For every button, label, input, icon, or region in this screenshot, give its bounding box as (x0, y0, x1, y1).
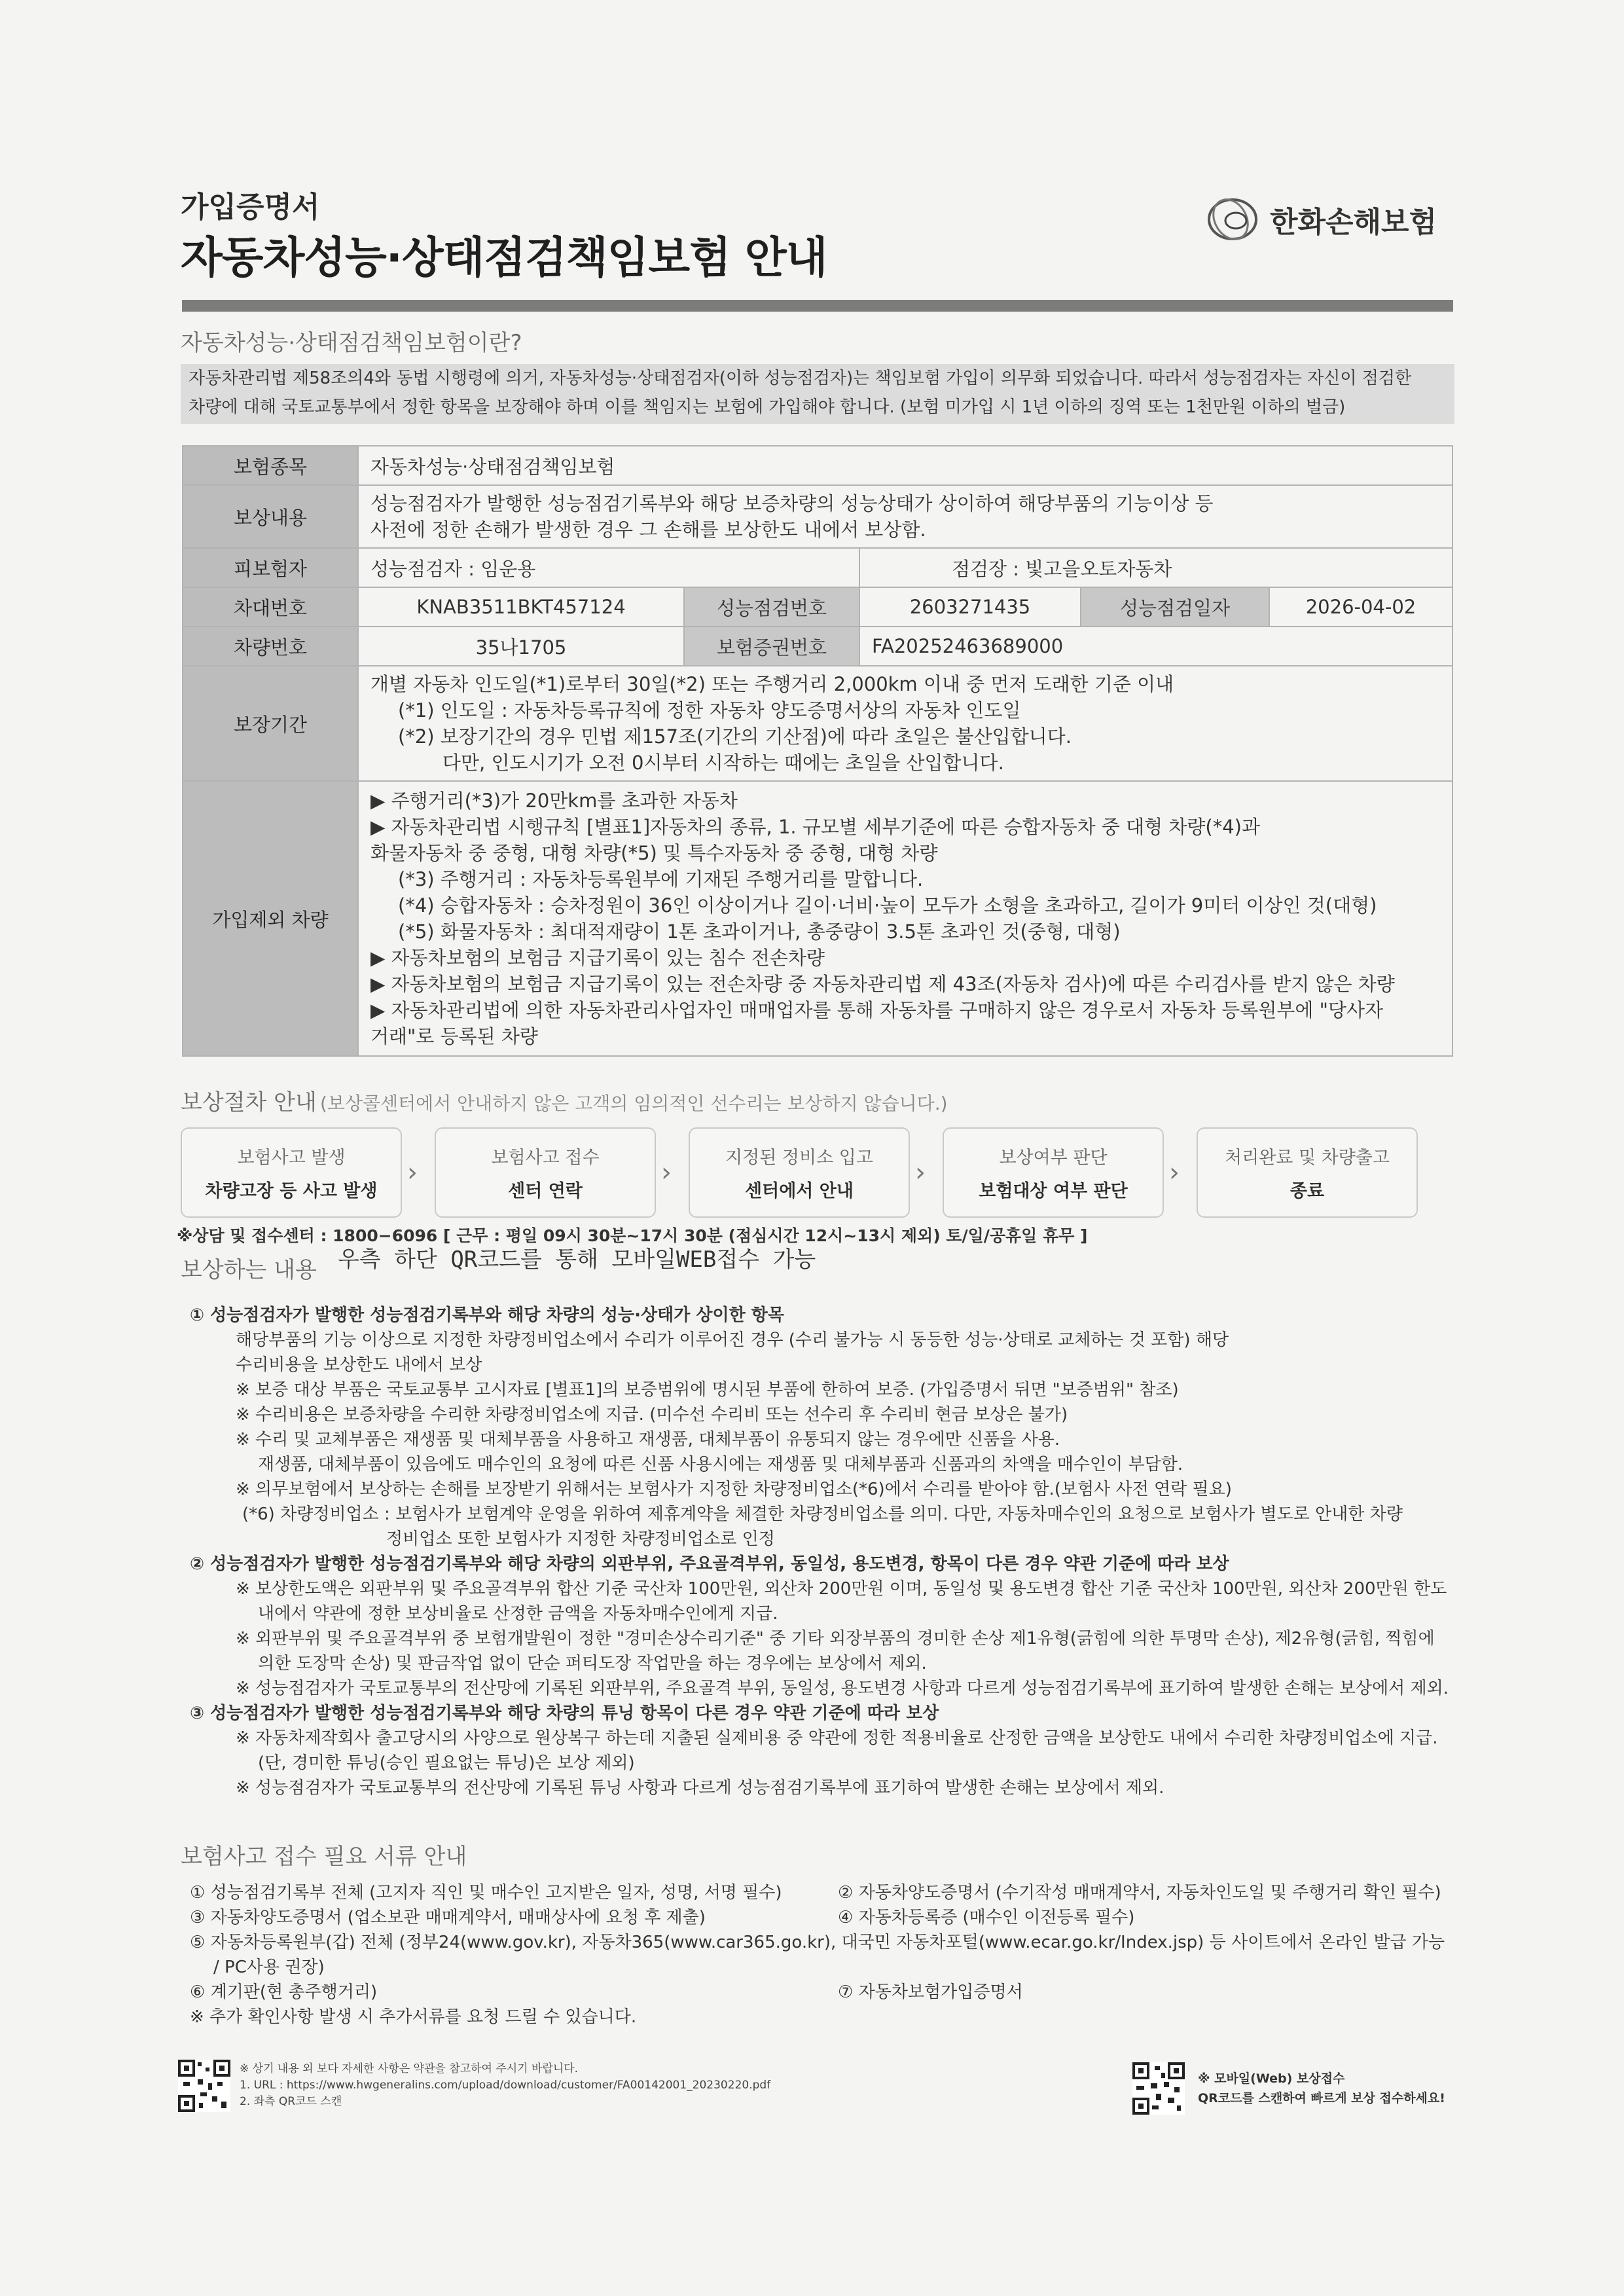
procedure-step (689, 1127, 910, 1218)
doc-item: ④ 자동차등록증 (매수인 이전등록 필수) (838, 1908, 1135, 1927)
vin-value: KNAB3511BKT457124 (358, 587, 684, 627)
intro-line: 자동차관리법 제58조의4와 동법 시행령에 의거, 자동차성능·상태점검자(이하 성능점검자)는 책임보험 가입이 의무화 되었습니다. 따라서 성능점검자는 자신이 점검한 (189, 369, 1412, 388)
exclusion-line: ▶ 자동차보험의 보험금 지급기록이 있는 전손차량 중 자동차관리법 제 43조(자동차 검사)에 따른 수리검사를 받지 않은 차량 (370, 973, 1395, 995)
plate-value: 35나1705 (358, 627, 684, 666)
comp-note: (*6) 차량정비업소 : 보험사가 보험계약 운영을 위하여 제휴계약을 체결한 차량정비업소를 의미. 다만, 자동차매수인의 요청으로 보험사가 별도로 안내한 차량 (242, 1504, 1403, 1524)
comp-note: ※ 의무보험에서 보상하는 손해를 보장받기 위해서는 보험사가 지정한 차량정비업소(*6)에서 수리를 받아야 함.(보험사 사전 연락 필요) (236, 1480, 1232, 1499)
exclusion-line: ▶ 주행거리(*3)가 20만km를 초과한 자동차 (370, 790, 738, 812)
comp-note: 정비업소 또한 보험사가 지정한 차량정비업소로 인정 (386, 1529, 775, 1549)
exclusion-line: (*5) 화물자동차 : 최대적재량이 1톤 초과이거나, 총중량이 3.5톤 초과인 것(중형, 대형) (398, 920, 1121, 943)
documents-list (190, 1880, 1453, 2030)
document-title: 자동차성능·상태점검책임보험 안내 (181, 232, 827, 283)
comp-note: ※ 수리 및 교체부품은 재생품 및 대체부품을 사용하고 재생품, 대체부품이 유통되지 않는 경우에만 신품을 사용. (236, 1430, 1060, 1449)
coverage-line: 성능점검자가 발행한 성능점검기록부와 해당 보증차량의 성능상태가 상이하여 해당부품의 기능이상 등 (370, 492, 1214, 515)
document-subtitle: 가입증명서 (181, 191, 320, 224)
footer-url[interactable]: 1. URL : https://www.hwgeneralins.com/upload/download/customer/FA00142001_20230220.pdf (240, 2079, 771, 2092)
mobile-claim-qr-code[interactable] (1132, 2062, 1185, 2115)
compensation-heading: 보상하는 내용 (181, 1257, 317, 1283)
compensation-body (190, 1303, 1453, 1800)
period-line: (*1) 인도일 : 자동차등록규칙에 정한 자동차 양도증명서상의 자동차 인도일 (398, 699, 1021, 721)
coverage-label: 보상내용 (183, 485, 358, 548)
check-date-value: 2026-04-02 (1269, 587, 1453, 627)
type-label: 보험종목 (183, 446, 358, 485)
title-divider (182, 300, 1453, 312)
brand-name: 한화손해보험 (1270, 206, 1437, 239)
exclusion-label: 가입제외 차량 (183, 781, 358, 1056)
comp-note: ※ 성능점검자가 국토교통부의 전산망에 기록된 튜닝 사항과 다르게 성능점검기록부에 표기하여 발생한 손해는 보상에서 제외. (236, 1778, 1164, 1798)
footer-notes (240, 2061, 770, 2110)
procedure-heading-row (181, 1084, 948, 1116)
exclusion-line: 거래"로 등록된 차량 (370, 1025, 538, 1048)
doc-item: ① 성능점검기록부 전체 (고지자 직인 및 매수인 고지받은 일자, 성명, 서명 필수) (190, 1883, 782, 1903)
step-desc: 보험대상 여부 판단 (979, 1181, 1128, 1201)
comp-line: 수리비용을 보상한도 내에서 보상 (236, 1355, 482, 1375)
mobile-claim-title: ※ 모바일(Web) 보상접수 (1198, 2071, 1345, 2086)
doc-item: ⑥ 계기판(현 총주행거리) (190, 1982, 378, 2002)
insured-label: 피보험자 (183, 548, 358, 587)
footer-line: ※ 상기 내용 외 보다 자세한 사항은 약관을 참고하여 주시기 바랍니다. (240, 2062, 579, 2075)
procedure-step (181, 1127, 402, 1218)
doc-item: ③ 자동차양도증명서 (업소보관 매매계약서, 매매상사에 요청 후 제출) (190, 1908, 706, 1927)
step-desc: 차량고장 등 사고 발생 (205, 1181, 378, 1201)
intro-box (181, 364, 1454, 424)
exclusion-line: ▶ 자동차관리법 시행규칙 [별표1]자동차의 종류, 1. 규모별 세부기준에 따른 승합자동차 중 대형 차량(*4)과 (370, 816, 1261, 838)
comp-note: 내에서 약관에 정한 보상비율로 산정한 금액을 자동차매수인에게 지급. (258, 1604, 778, 1624)
contact-center: ※상담 및 접수센터 : 1800−6096 [ 근무 : 평일 09시 30분~17시 30분 (점심시간 12시~13시 제외) 토/일/공휴일 휴무 ] (177, 1226, 1088, 1245)
inspection-shop: 점검장 : 빛고을오토자동차 (859, 548, 1453, 587)
step-title: 지정된 정비소 입고 (725, 1148, 873, 1168)
intro-line: 차량에 대해 국토교통부에서 정한 항목을 보장해야 하며 이를 책임지는 보험에 가입해야 합니다. (보험 미가입 시 1년 이하의 징역 또는 1천만원 이하의 벌금) (189, 397, 1346, 417)
period-line: 개별 자동차 인도일(*1)로부터 30일(*2) 또는 주행거리 2,000km 이내 중 먼저 도래한 기준 이내 (370, 673, 1174, 695)
comp-note: ※ 성능점검자가 국토교통부의 전산망에 기록된 외판부위, 주요골격 부위, 동일성, 용도변경 사항과 다르게 성능점검기록부에 표기하여 발생한 손해는 보상에서 제외. (236, 1679, 1449, 1698)
exclusion-line: (*3) 주행거리 : 자동차등록원부에 기재된 주행거리를 말합니다. (398, 868, 924, 890)
comp-note: 재생품, 대체부품이 있음에도 매수인의 요청에 따른 신품 사용시에는 재생품 및 대체부품과 신품과의 차액을 매수인이 부담함. (258, 1455, 1183, 1474)
chevron-right-icon: › (915, 1157, 926, 1188)
doc-item: ⑤ 자동차등록원부(갑) 전체 (정부24(www.gov.kr), 자동차365(www.car365.go.kr), 대국민 자동차포털(www.ecar.go.kr/Index.jsp) 등 사이트에서 온라인 발급 가능 (190, 1933, 1445, 1952)
period-line: 다만, 인도시기가 오전 0시부터 시작하는 때에는 초일을 산입합니다. (442, 752, 1004, 774)
step-title: 보험사고 발생 (237, 1148, 346, 1168)
check-date-label: 성능점검일자 (1081, 587, 1269, 627)
vin-label: 차대번호 (183, 587, 358, 627)
step-desc: 종료 (1290, 1181, 1325, 1201)
coverage-line: 사전에 정한 손해가 발생한 경우 그 손해를 보상한도 내에서 보상함. (370, 519, 926, 541)
policy-value: FA20252463689000 (859, 627, 1453, 666)
documents-heading: 보험사고 접수 필요 서류 안내 (181, 1844, 467, 1870)
step-title: 보험사고 접수 (491, 1148, 600, 1168)
procedure-step (943, 1127, 1164, 1218)
exclusion-line: ▶ 자동차관리법에 의한 자동차관리사업자인 매매업자를 통해 자동차를 구매하지 않은 경우로서 자동차 등록원부에 "당사자 (370, 999, 1383, 1021)
chevron-right-icon: › (661, 1157, 672, 1188)
insurance-info-table (182, 445, 1453, 1057)
plate-label: 차량번호 (183, 627, 358, 666)
step-desc: 센터에서 안내 (745, 1181, 854, 1201)
exclusion-line: 화물자동차 중 중형, 대형 차량(*5) 및 특수자동차 중 중형, 대형 차량 (370, 842, 938, 864)
exclusion-line: ▶ 자동차보험의 보험금 지급기록이 있는 침수 전손차량 (370, 947, 825, 969)
comp-note: ※ 수리비용은 보증차량을 수리한 차량정비업소에 지급. (미수선 수리비 또는 선수리 후 수리비 현금 보상은 불가) (236, 1405, 1068, 1425)
brand-logo-icon (1204, 193, 1261, 246)
inspector-name: 성능점검자 : 임운용 (358, 548, 859, 587)
comp-note: ※ 외판부위 및 주요골격부위 중 보험개발원이 정한 "경미손상수리기준" 중 기타 외장부품의 경미한 손상 제1유형(긁힘에 의한 투명막 손상), 제2유형(긁힘, 찍힘에 (236, 1629, 1435, 1649)
footer-line: 2. 좌측 QR코드 스캔 (240, 2095, 342, 2108)
comp-note: ※ 보상한도액은 외판부위 및 주요골격부위 합산 기준 국산차 100만원, 외산차 200만원 이며, 동일성 및 용도변경 합산 기준 국산차 100만원, 외산차 200만원 한도 (236, 1579, 1447, 1599)
type-value: 자동차성능·상태점검책임보험 (358, 446, 1453, 485)
comp-line: 해당부품의 기능 이상으로 지정한 차량정비업소에서 수리가 이루어진 경우 (수리 불가능 시 동등한 성능·상태로 교체하는 것 포함) 해당 (236, 1330, 1229, 1350)
brand-logo (1204, 190, 1460, 249)
step-title: 처리완료 및 차량출고 (1225, 1148, 1390, 1168)
procedure-heading: 보상절차 안내 (181, 1089, 317, 1116)
comp-note: ※ 자동차제작회사 출고당시의 사양으로 원상복구 하는데 지출된 실제비용 중 약관에 정한 적용비율로 산정한 금액을 보상한도 내에서 수리한 차량정비업소에 지급. (236, 1728, 1438, 1748)
chevron-right-icon: › (1169, 1157, 1180, 1188)
doc-item: ⑦ 자동차보험가입증명서 (838, 1982, 1023, 2002)
procedure-step (1197, 1127, 1418, 1218)
procedure-note: (보상콜센터에서 안내하지 않은 고객의 임의적인 선수리는 보상하지 않습니다.) (319, 1093, 948, 1114)
comp-note: 의한 도장막 손상) 및 판금작업 없이 단순 퍼티도장 작업만을 하는 경우에는 보상에서 제외. (258, 1654, 927, 1673)
exclusion-line: (*4) 승합자동차 : 승차정원이 36인 이상이거나 길이·너비·높이 모두가 소형을 초과하고, 길이가 9미터 이상인 것(대형) (398, 894, 1377, 917)
intro-heading: 자동차성능·상태점검책임보험이란? (181, 330, 522, 356)
step-desc: 센터 연락 (508, 1181, 583, 1201)
comp-item-heading: ② 성능점검자가 발행한 성능점검기록부와 해당 차량의 외판부위, 주요골격부위, 동일성, 용도변경, 항목이 다른 경우 약관 기준에 따라 보상 (190, 1554, 1229, 1574)
policy-label: 보험증권번호 (684, 627, 859, 666)
comp-item-heading: ① 성능점검자가 발행한 성능점검기록부와 해당 차량의 성능·상태가 상이한 항목 (190, 1305, 785, 1325)
comp-note: (단, 경미한 튜닝(승인 필요없는 튜닝)은 보상 제외) (258, 1753, 635, 1773)
check-no-value: 2603271435 (859, 587, 1081, 627)
handwritten-note: 우측 하단 QR코드를 통해 모바일WEB접수 가능 (338, 1247, 816, 1273)
terms-qr-code[interactable] (178, 2060, 230, 2112)
period-line: (*2) 보장기간의 경우 민법 제157조(기간의 기산점)에 따라 초일은 불산입합니다. (398, 725, 1072, 748)
mobile-claim-text (1198, 2069, 1445, 2108)
doc-item: ② 자동차양도증명서 (수기작성 매매계약서, 자동차인도일 및 주행거리 확인 필수) (838, 1883, 1441, 1903)
period-label: 보장기간 (183, 666, 358, 781)
comp-item-heading: ③ 성능점검자가 발행한 성능점검기록부와 해당 차량의 튜닝 항목이 다른 경우 약관 기준에 따라 보상 (190, 1704, 939, 1723)
step-title: 보상여부 판단 (999, 1148, 1108, 1168)
mobile-claim-desc: QR코드를 스캔하여 빠르게 보상 접수하세요! (1198, 2091, 1445, 2105)
doc-item: / PC사용 권장) (213, 1958, 325, 1977)
check-no-label: 성능점검번호 (684, 587, 859, 627)
procedure-step (435, 1127, 656, 1218)
comp-note: ※ 보증 대상 부품은 국토교통부 고시자료 [별표1]의 보증범위에 명시된 부품에 한하여 보증. (가입증명서 뒤면 "보증범위" 참조) (236, 1380, 1179, 1400)
doc-note: ※ 추가 확인사항 발생 시 추가서류를 요청 드릴 수 있습니다. (190, 2007, 637, 2027)
chevron-right-icon: › (407, 1157, 418, 1188)
